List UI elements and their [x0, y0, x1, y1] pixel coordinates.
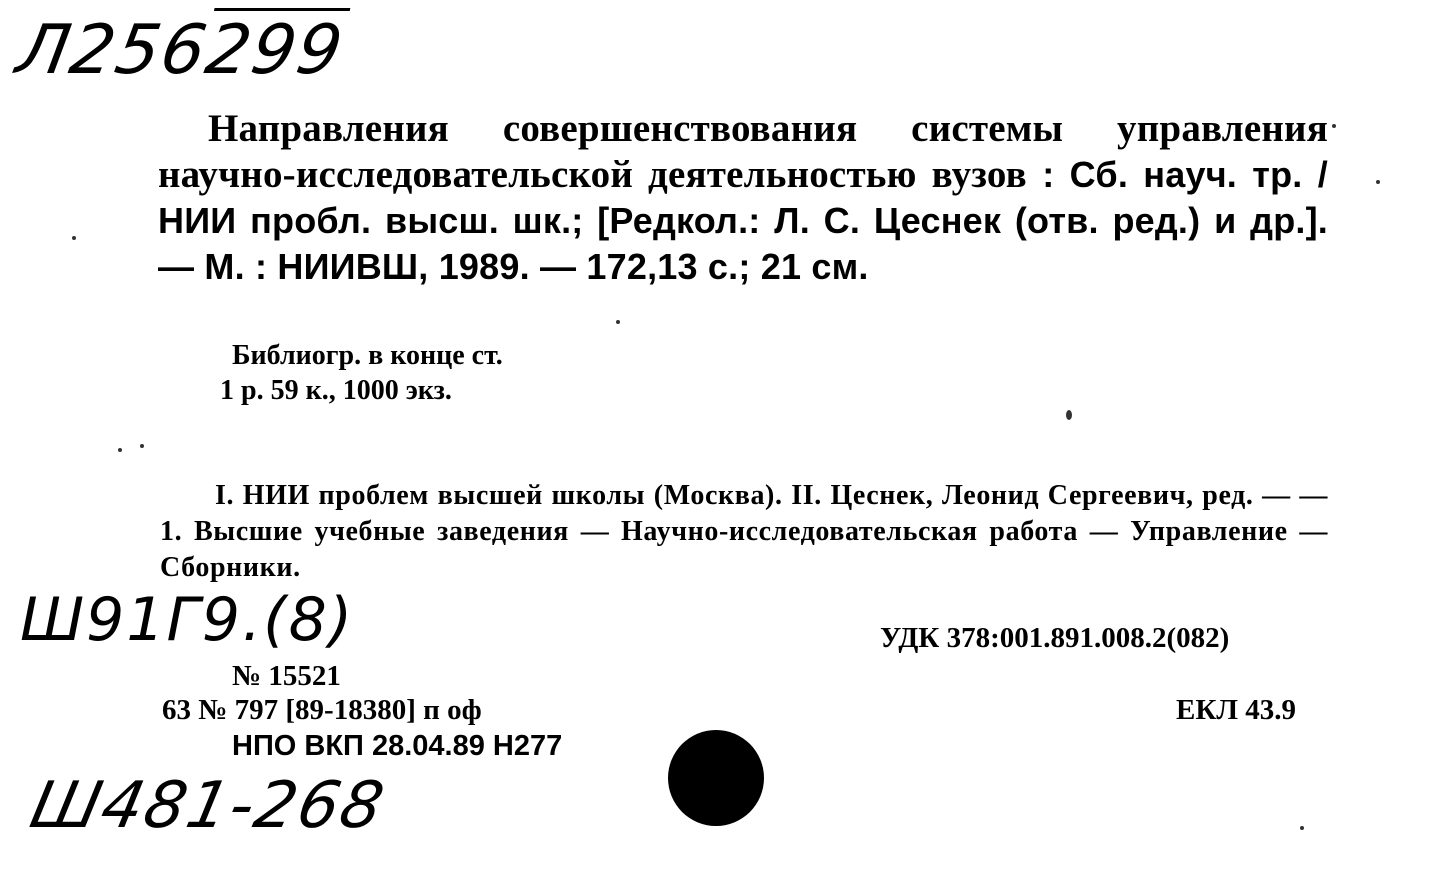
- shelfmark-top-part2: 299: [200, 11, 350, 90]
- scan-speck: [140, 444, 144, 448]
- npo-printing-line: НПО ВКП 28.04.89 Н277: [232, 730, 563, 762]
- ekl-classification: ЕКЛ 43.9: [1176, 694, 1296, 726]
- card-number: № 15521: [232, 660, 341, 692]
- shelfmark-bottom-handwritten: Ш481-268: [24, 769, 392, 843]
- punched-hole-mark: [668, 730, 764, 826]
- bibliography-note: Библиогр. в конце ст.: [232, 340, 503, 371]
- entry-imprint: : Сб. науч. тр. / НИИ пробл. высш. шк.; [Редкол.: Л. С. Цеснек (отв. ред.) и др.]. — М. : НИИВШ, 1989. — 172,13 с.; 21 см.: [158, 154, 1328, 287]
- price-run-note: 1 р. 59 к., 1000 экз.: [220, 375, 452, 406]
- udk-classification: УДК 378:001.891.008.2(082): [880, 622, 1230, 654]
- order-line: 63 № 797 [89-18380] п оф: [162, 694, 482, 726]
- scan-speck: [1332, 124, 1336, 128]
- scan-speck: [1066, 410, 1072, 420]
- scan-speck: [118, 448, 122, 452]
- shelfmark-top-handwritten: [10, 8, 350, 94]
- entry-title: Направления совершенствования системы управления научно-исследовательской деятельностью вузов: [158, 107, 1328, 196]
- shelfmark-middle-handwritten: Ш91Г9.(8): [20, 585, 355, 655]
- scan-speck: [1300, 826, 1304, 830]
- scan-speck: [616, 320, 620, 324]
- shelfmark-top-part1: Л256: [11, 11, 214, 90]
- bibliographic-entry: [158, 106, 1328, 290]
- scan-speck: [1376, 180, 1380, 184]
- scan-speck: [72, 236, 76, 240]
- tracings-subjects: I. НИИ проблем высшей школы (Москва). II. Цеснек, Леонид Сергеевич, ред. — — 1. Высшие учебные заведения — Научно-исследовательская работа — Управление — Сборники.: [160, 480, 1328, 583]
